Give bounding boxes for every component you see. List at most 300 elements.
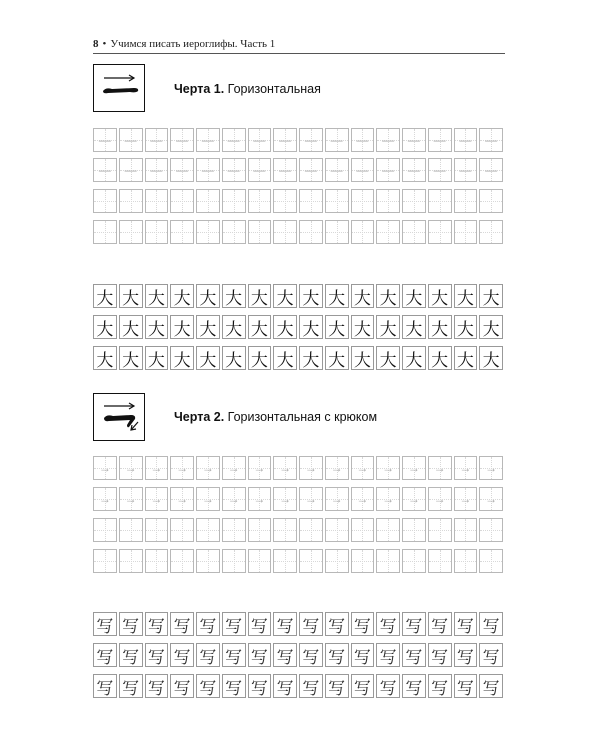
practice-character-cell: 写 <box>376 643 400 667</box>
practice-character-cell: 大 <box>119 284 143 308</box>
trace-stroke-guide: → <box>150 461 163 475</box>
blank-practice-cell <box>170 549 194 573</box>
blank-practice-cell <box>351 549 375 573</box>
practice-character-cell: 大 <box>170 284 194 308</box>
trace-cell <box>222 158 246 182</box>
char-1-row-1 <box>93 284 503 308</box>
practice-character-cell: 写 <box>376 612 400 636</box>
blank-practice-cell <box>145 189 169 213</box>
trace-stroke-guide: — <box>124 133 137 147</box>
practice-character-cell: 写 <box>119 674 143 698</box>
trace-stroke-guide: — <box>98 163 111 177</box>
trace-stroke-guide: → <box>356 492 369 506</box>
practice-character-cell: 写 <box>273 674 297 698</box>
trace-stroke-guide: → <box>382 492 395 506</box>
practice-character-cell: 写 <box>222 612 246 636</box>
practice-character-cell: 大 <box>119 346 143 370</box>
practice-character-cell: 写 <box>145 612 169 636</box>
trace-stroke-guide: → <box>176 492 189 506</box>
practice-character-cell: 写 <box>479 612 503 636</box>
trace-cell <box>479 158 503 182</box>
trace-stroke-guide: → <box>433 492 446 506</box>
practice-character-cell: 大 <box>273 315 297 339</box>
blank-practice-cell <box>93 549 117 573</box>
trace-stroke-guide: → <box>330 461 343 475</box>
trace-stroke-guide: → <box>279 492 292 506</box>
practice-character-cell: 大 <box>479 284 503 308</box>
blank-practice-cell <box>325 220 349 244</box>
practice-character-cell: 写 <box>454 674 478 698</box>
blank-practice-cell <box>119 220 143 244</box>
trace-cell <box>325 487 349 511</box>
trace-cell <box>351 128 375 152</box>
blank-practice-cell <box>299 220 323 244</box>
trace-stroke-guide: — <box>407 163 420 177</box>
blank-practice-cell <box>170 518 194 542</box>
blank-practice-cell <box>454 549 478 573</box>
trace-cell <box>248 456 272 480</box>
practice-character-cell: 大 <box>402 284 426 308</box>
trace-cell <box>376 456 400 480</box>
blank-practice-cell <box>119 518 143 542</box>
trace-stroke-guide: — <box>330 133 343 147</box>
trace-cell <box>222 128 246 152</box>
practice-character-cell: 写 <box>299 612 323 636</box>
blank-practice-cell <box>428 518 452 542</box>
trace-cell <box>196 158 220 182</box>
practice-character-cell: 大 <box>376 315 400 339</box>
stroke-1-label: Черта 1. <box>174 82 225 96</box>
trace-stroke-guide: → <box>356 461 369 475</box>
char-1-row-3 <box>93 346 503 370</box>
blank-practice-cell <box>119 189 143 213</box>
trace-cell <box>351 456 375 480</box>
stroke-2-blank-row-2 <box>93 549 503 573</box>
stroke-2-trace-row-2 <box>93 487 503 511</box>
practice-character-cell: 写 <box>248 643 272 667</box>
blank-practice-cell <box>248 549 272 573</box>
practice-character-cell: 大 <box>428 346 452 370</box>
blank-practice-cell <box>273 220 297 244</box>
trace-stroke-guide: — <box>150 163 163 177</box>
char-1-row-2 <box>93 315 503 339</box>
trace-cell <box>273 487 297 511</box>
trace-cell <box>428 128 452 152</box>
trace-stroke-guide: — <box>382 163 395 177</box>
blank-practice-cell <box>145 518 169 542</box>
stroke-2-title <box>174 410 377 424</box>
blank-practice-cell <box>402 189 426 213</box>
practice-character-cell: 大 <box>93 315 117 339</box>
blank-practice-cell <box>248 518 272 542</box>
blank-practice-cell <box>428 549 452 573</box>
trace-stroke-guide: → <box>150 492 163 506</box>
practice-character-cell: 大 <box>196 284 220 308</box>
trace-cell <box>428 456 452 480</box>
trace-stroke-guide: → <box>407 461 420 475</box>
trace-cell <box>299 128 323 152</box>
trace-cell <box>222 487 246 511</box>
practice-character-cell: 大 <box>196 346 220 370</box>
blank-practice-cell <box>351 189 375 213</box>
practice-character-cell: 大 <box>454 346 478 370</box>
blank-practice-cell <box>428 189 452 213</box>
trace-stroke-guide: — <box>176 163 189 177</box>
practice-character-cell: 大 <box>93 346 117 370</box>
blank-practice-cell <box>145 220 169 244</box>
stroke-1-trace-row-2 <box>93 158 503 182</box>
trace-stroke-guide: — <box>407 133 420 147</box>
page-header <box>93 38 505 54</box>
practice-character-cell: 大 <box>479 315 503 339</box>
blank-practice-cell <box>196 549 220 573</box>
practice-character-cell: 大 <box>454 284 478 308</box>
trace-cell <box>170 158 194 182</box>
practice-character-cell: 大 <box>479 346 503 370</box>
trace-cell <box>93 456 117 480</box>
practice-character-cell: 写 <box>170 612 194 636</box>
trace-cell <box>145 487 169 511</box>
blank-practice-cell <box>402 220 426 244</box>
blank-practice-cell <box>248 220 272 244</box>
blank-practice-cell <box>196 518 220 542</box>
practice-character-cell: 写 <box>222 674 246 698</box>
trace-stroke-guide: → <box>382 461 395 475</box>
trace-cell <box>454 158 478 182</box>
trace-cell <box>325 158 349 182</box>
trace-cell <box>145 456 169 480</box>
trace-stroke-guide: — <box>382 133 395 147</box>
trace-stroke-guide: — <box>227 163 240 177</box>
practice-character-cell: 写 <box>93 612 117 636</box>
practice-character-cell: 写 <box>170 643 194 667</box>
practice-character-cell: 大 <box>222 315 246 339</box>
practice-character-cell: 写 <box>376 674 400 698</box>
trace-stroke-guide: → <box>459 461 472 475</box>
blank-practice-cell <box>299 518 323 542</box>
practice-character-cell: 写 <box>119 643 143 667</box>
practice-character-cell: 写 <box>248 674 272 698</box>
blank-practice-cell <box>454 518 478 542</box>
practice-character-cell: 大 <box>351 346 375 370</box>
trace-stroke-guide: → <box>253 492 266 506</box>
stroke-2-label: Черта 2. <box>174 410 225 424</box>
trace-stroke-guide: → <box>253 461 266 475</box>
practice-character-cell: 写 <box>145 674 169 698</box>
trace-cell <box>479 487 503 511</box>
practice-character-cell: 大 <box>145 284 169 308</box>
trace-stroke-guide: — <box>356 163 369 177</box>
blank-practice-cell <box>479 518 503 542</box>
practice-character-cell: 大 <box>299 284 323 308</box>
practice-character-cell: 大 <box>454 315 478 339</box>
practice-character-cell: 大 <box>170 346 194 370</box>
practice-character-cell: 写 <box>428 612 452 636</box>
trace-cell <box>248 487 272 511</box>
blank-practice-cell <box>222 189 246 213</box>
practice-character-cell: 写 <box>428 674 452 698</box>
trace-stroke-guide: — <box>459 163 472 177</box>
char-2-row-1 <box>93 612 503 636</box>
blank-practice-cell <box>351 220 375 244</box>
trace-cell <box>273 128 297 152</box>
trace-cell <box>454 487 478 511</box>
trace-stroke-guide: → <box>176 461 189 475</box>
blank-practice-cell <box>325 549 349 573</box>
blank-practice-cell <box>273 518 297 542</box>
trace-stroke-guide: → <box>98 492 111 506</box>
trace-stroke-guide: → <box>407 492 420 506</box>
trace-cell <box>248 128 272 152</box>
trace-cell <box>196 456 220 480</box>
blank-practice-cell <box>376 189 400 213</box>
trace-cell <box>299 456 323 480</box>
practice-character-cell: 大 <box>119 315 143 339</box>
practice-character-cell: 写 <box>93 643 117 667</box>
practice-character-cell: 大 <box>248 346 272 370</box>
stroke-1-title <box>174 82 321 96</box>
practice-character-cell: 写 <box>428 643 452 667</box>
trace-cell <box>273 158 297 182</box>
stroke-1-trace-row-1 <box>93 128 503 152</box>
trace-cell <box>376 158 400 182</box>
trace-cell <box>351 158 375 182</box>
trace-stroke-guide: — <box>98 133 111 147</box>
blank-practice-cell <box>402 518 426 542</box>
trace-cell <box>428 487 452 511</box>
blank-practice-cell <box>170 220 194 244</box>
trace-stroke-guide: → <box>227 461 240 475</box>
trace-stroke-guide: — <box>279 163 292 177</box>
practice-character-cell: 写 <box>454 612 478 636</box>
blank-practice-cell <box>376 220 400 244</box>
practice-character-cell: 写 <box>248 612 272 636</box>
practice-character-cell: 大 <box>273 346 297 370</box>
blank-practice-cell <box>376 549 400 573</box>
practice-character-cell: 大 <box>222 346 246 370</box>
trace-stroke-guide: — <box>433 133 446 147</box>
trace-stroke-guide: — <box>124 163 137 177</box>
blank-practice-cell <box>454 220 478 244</box>
practice-character-cell: 大 <box>93 284 117 308</box>
practice-character-cell: 大 <box>351 284 375 308</box>
stroke-1-name: Горизонтальная <box>227 82 321 96</box>
practice-character-cell: 写 <box>145 643 169 667</box>
blank-practice-cell <box>454 189 478 213</box>
trace-stroke-guide: → <box>124 461 137 475</box>
practice-character-cell: 写 <box>325 674 349 698</box>
trace-stroke-guide: — <box>253 133 266 147</box>
practice-character-cell: 大 <box>196 315 220 339</box>
practice-character-cell: 写 <box>196 612 220 636</box>
practice-character-cell: 大 <box>428 284 452 308</box>
trace-stroke-guide: — <box>304 163 317 177</box>
trace-cell <box>299 158 323 182</box>
blank-practice-cell <box>119 549 143 573</box>
blank-practice-cell <box>351 518 375 542</box>
horizontal-hook-stroke-icon <box>93 393 145 441</box>
practice-character-cell: 写 <box>479 643 503 667</box>
practice-character-cell: 写 <box>273 643 297 667</box>
blank-practice-cell <box>145 549 169 573</box>
trace-stroke-guide: — <box>485 163 498 177</box>
practice-character-cell: 大 <box>299 346 323 370</box>
trace-stroke-guide: — <box>279 133 292 147</box>
trace-stroke-guide: → <box>304 461 317 475</box>
trace-stroke-guide: → <box>304 492 317 506</box>
practice-character-cell: 写 <box>93 674 117 698</box>
practice-character-cell: 写 <box>351 612 375 636</box>
trace-stroke-guide: — <box>485 133 498 147</box>
blank-practice-cell <box>273 189 297 213</box>
trace-cell <box>273 456 297 480</box>
practice-character-cell: 大 <box>402 346 426 370</box>
trace-cell <box>299 487 323 511</box>
trace-stroke-guide: — <box>330 163 343 177</box>
blank-practice-cell <box>376 518 400 542</box>
trace-stroke-guide: → <box>279 461 292 475</box>
blank-practice-cell <box>93 220 117 244</box>
char-2-row-2 <box>93 643 503 667</box>
page-number: 8 <box>93 38 99 50</box>
trace-cell <box>454 456 478 480</box>
trace-cell <box>119 456 143 480</box>
trace-cell <box>248 158 272 182</box>
stroke-1-blank-row-1 <box>93 189 503 213</box>
practice-character-cell: 大 <box>145 346 169 370</box>
practice-character-cell: 写 <box>479 674 503 698</box>
trace-stroke-guide: → <box>485 492 498 506</box>
practice-character-cell: 写 <box>299 674 323 698</box>
practice-character-cell: 大 <box>325 315 349 339</box>
blank-practice-cell <box>479 220 503 244</box>
trace-cell <box>145 128 169 152</box>
book-title: Учимся писать иероглифы. Часть 1 <box>110 38 276 50</box>
trace-cell <box>325 128 349 152</box>
stroke-1-blank-row-2 <box>93 220 503 244</box>
trace-stroke-guide: — <box>201 133 214 147</box>
blank-practice-cell <box>325 518 349 542</box>
trace-stroke-guide: → <box>433 461 446 475</box>
trace-stroke-guide: → <box>98 461 111 475</box>
practice-character-cell: 大 <box>170 315 194 339</box>
trace-stroke-guide: → <box>459 492 472 506</box>
trace-cell <box>376 128 400 152</box>
practice-character-cell: 写 <box>222 643 246 667</box>
blank-practice-cell <box>299 189 323 213</box>
practice-character-cell: 大 <box>376 284 400 308</box>
trace-stroke-guide: — <box>201 163 214 177</box>
blank-practice-cell <box>428 220 452 244</box>
blank-practice-cell <box>479 549 503 573</box>
practice-character-cell: 大 <box>325 346 349 370</box>
trace-cell <box>402 456 426 480</box>
trace-stroke-guide: — <box>459 133 472 147</box>
trace-cell <box>119 128 143 152</box>
blank-practice-cell <box>170 189 194 213</box>
practice-character-cell: 写 <box>273 612 297 636</box>
blank-practice-cell <box>325 189 349 213</box>
trace-cell <box>196 487 220 511</box>
trace-stroke-guide: → <box>201 492 214 506</box>
blank-practice-cell <box>299 549 323 573</box>
char-2-row-3 <box>93 674 503 698</box>
practice-character-cell: 写 <box>402 674 426 698</box>
practice-character-cell: 写 <box>299 643 323 667</box>
trace-cell <box>170 456 194 480</box>
practice-character-cell: 大 <box>222 284 246 308</box>
practice-character-cell: 大 <box>273 284 297 308</box>
trace-stroke-guide: → <box>201 461 214 475</box>
blank-practice-cell <box>196 189 220 213</box>
stroke-2-trace-row-1 <box>93 456 503 480</box>
trace-stroke-guide: — <box>176 133 189 147</box>
practice-character-cell: 写 <box>402 612 426 636</box>
blank-practice-cell <box>93 189 117 213</box>
trace-cell <box>454 128 478 152</box>
blank-practice-cell <box>248 189 272 213</box>
trace-cell <box>93 487 117 511</box>
practice-character-cell: 大 <box>248 284 272 308</box>
practice-character-cell: 写 <box>170 674 194 698</box>
trace-cell <box>119 487 143 511</box>
practice-character-cell: 写 <box>325 612 349 636</box>
trace-stroke-guide: → <box>330 492 343 506</box>
trace-cell <box>428 158 452 182</box>
trace-cell <box>119 158 143 182</box>
trace-cell <box>93 158 117 182</box>
practice-character-cell: 写 <box>196 643 220 667</box>
blank-practice-cell <box>222 518 246 542</box>
trace-cell <box>145 158 169 182</box>
trace-cell <box>93 128 117 152</box>
practice-character-cell: 写 <box>402 643 426 667</box>
practice-character-cell: 大 <box>145 315 169 339</box>
trace-stroke-guide: → <box>485 461 498 475</box>
practice-character-cell: 大 <box>376 346 400 370</box>
practice-character-cell: 写 <box>325 643 349 667</box>
practice-character-cell: 大 <box>351 315 375 339</box>
trace-cell <box>325 456 349 480</box>
blank-practice-cell <box>222 220 246 244</box>
practice-character-cell: 写 <box>119 612 143 636</box>
practice-character-cell: 写 <box>454 643 478 667</box>
blank-practice-cell <box>196 220 220 244</box>
blank-practice-cell <box>479 189 503 213</box>
practice-character-cell: 写 <box>351 643 375 667</box>
blank-practice-cell <box>222 549 246 573</box>
trace-stroke-guide: — <box>304 133 317 147</box>
trace-cell <box>170 487 194 511</box>
practice-character-cell: 大 <box>299 315 323 339</box>
blank-practice-cell <box>273 549 297 573</box>
blank-practice-cell <box>402 549 426 573</box>
trace-stroke-guide: → <box>124 492 137 506</box>
practice-character-cell: 大 <box>428 315 452 339</box>
blank-practice-cell <box>93 518 117 542</box>
trace-stroke-guide: — <box>227 133 240 147</box>
trace-stroke-guide: — <box>150 133 163 147</box>
practice-character-cell: 写 <box>351 674 375 698</box>
stroke-2-blank-row-1 <box>93 518 503 542</box>
trace-cell <box>479 128 503 152</box>
trace-cell <box>376 487 400 511</box>
practice-character-cell: 大 <box>248 315 272 339</box>
practice-character-cell: 大 <box>402 315 426 339</box>
trace-cell <box>402 487 426 511</box>
trace-cell <box>222 456 246 480</box>
trace-stroke-guide: — <box>433 163 446 177</box>
